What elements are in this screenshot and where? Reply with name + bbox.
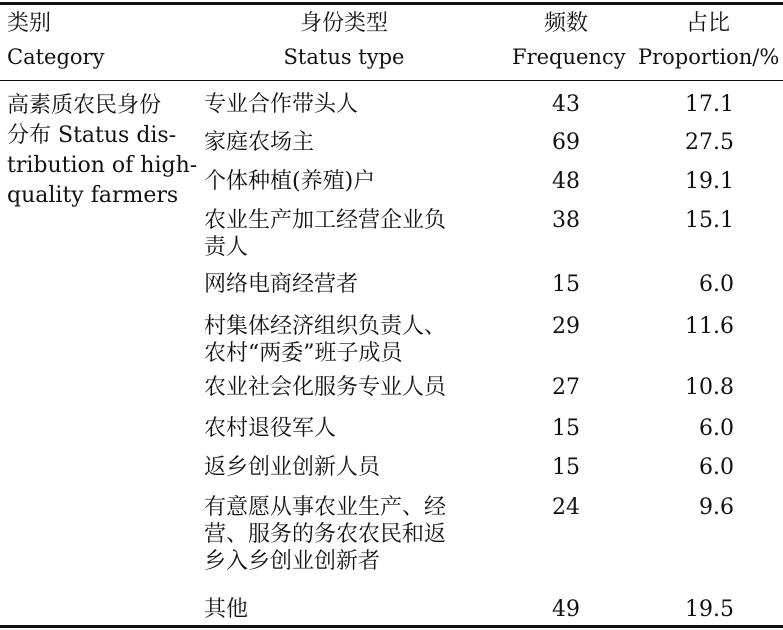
- row-proportion: 10.8: [685, 375, 734, 400]
- row-type-line: 农业社会化服务专业人员: [204, 375, 447, 400]
- header-category-en: Category: [7, 45, 105, 69]
- row-proportion: 17.1: [685, 92, 734, 117]
- row-proportion: 11.6: [685, 314, 734, 339]
- row-frequency: 15: [552, 416, 580, 441]
- category-cell: [7, 91, 197, 211]
- row-frequency: 69: [552, 130, 580, 155]
- row-type-line: 个体种植(养殖)户: [204, 169, 376, 194]
- row-type-line: 专业合作带头人: [204, 92, 359, 117]
- bottom-rule: [0, 625, 783, 628]
- header-category-cn: 类别: [7, 11, 52, 36]
- top-rule: [0, 2, 783, 5]
- row-type-line: 乡入乡创业创新者: [204, 549, 381, 574]
- category-line: 高素质农民身份: [7, 93, 162, 118]
- row-type-line: 营、服务的务农农民和返: [204, 522, 447, 547]
- row-type-line: 网络电商经营者: [204, 272, 359, 297]
- row-type-line: 农村退役军人: [204, 416, 337, 441]
- row-type-line: 家庭农场主: [204, 130, 315, 155]
- row-type-line: 其他: [204, 597, 249, 622]
- row-proportion: 15.1: [685, 208, 734, 233]
- row-frequency: 43: [552, 92, 580, 117]
- row-type-line: 农业生产加工经营企业负: [204, 208, 447, 233]
- header-proportion-cn: 占比: [685, 11, 730, 36]
- row-type-line: 村集体经济组织负责人、: [204, 314, 447, 339]
- row-type: [204, 271, 358, 298]
- header-type-en: Status type: [283, 45, 405, 69]
- row-frequency: 38: [552, 208, 580, 233]
- header-frequency-cn: 频数: [543, 11, 588, 36]
- category-line: tribution of high-: [7, 153, 198, 178]
- row-type-line: 责人: [204, 235, 249, 260]
- row-frequency: 29: [552, 314, 580, 339]
- row-type: [204, 415, 336, 442]
- row-frequency: 24: [552, 495, 580, 520]
- row-type: [204, 494, 446, 575]
- row-frequency: 48: [552, 169, 580, 194]
- row-proportion: 19.1: [685, 169, 734, 194]
- row-frequency: 15: [552, 455, 580, 480]
- row-type-line: 返乡创业创新人员: [204, 455, 381, 480]
- row-type-line: 农村“两委”班子成员: [204, 341, 403, 366]
- row-type: [204, 207, 446, 261]
- category-line: 分布 Status dis-: [7, 123, 177, 148]
- row-frequency: 49: [552, 597, 580, 622]
- row-type: [204, 313, 446, 367]
- row-proportion: 6.0: [699, 416, 734, 441]
- row-type: [204, 168, 375, 195]
- row-type-line: 有意愿从事农业生产、经: [204, 495, 447, 520]
- row-type: [204, 596, 248, 623]
- header-type-cn: 身份类型: [299, 11, 388, 36]
- header-rule: [0, 80, 783, 81]
- row-type: [204, 129, 314, 156]
- row-type: [204, 454, 380, 481]
- row-proportion: 6.0: [699, 455, 734, 480]
- row-type: [204, 374, 446, 401]
- header-frequency-en: Frequency: [512, 45, 626, 69]
- row-frequency: 27: [552, 375, 580, 400]
- row-frequency: 15: [552, 272, 580, 297]
- category-line: quality farmers: [7, 183, 179, 208]
- row-proportion: 27.5: [685, 130, 734, 155]
- row-proportion: 9.6: [699, 495, 734, 520]
- row-type: [204, 91, 358, 118]
- row-proportion: 6.0: [699, 272, 734, 297]
- row-proportion: 19.5: [685, 597, 734, 622]
- header-proportion-en: Proportion/%: [638, 45, 780, 69]
